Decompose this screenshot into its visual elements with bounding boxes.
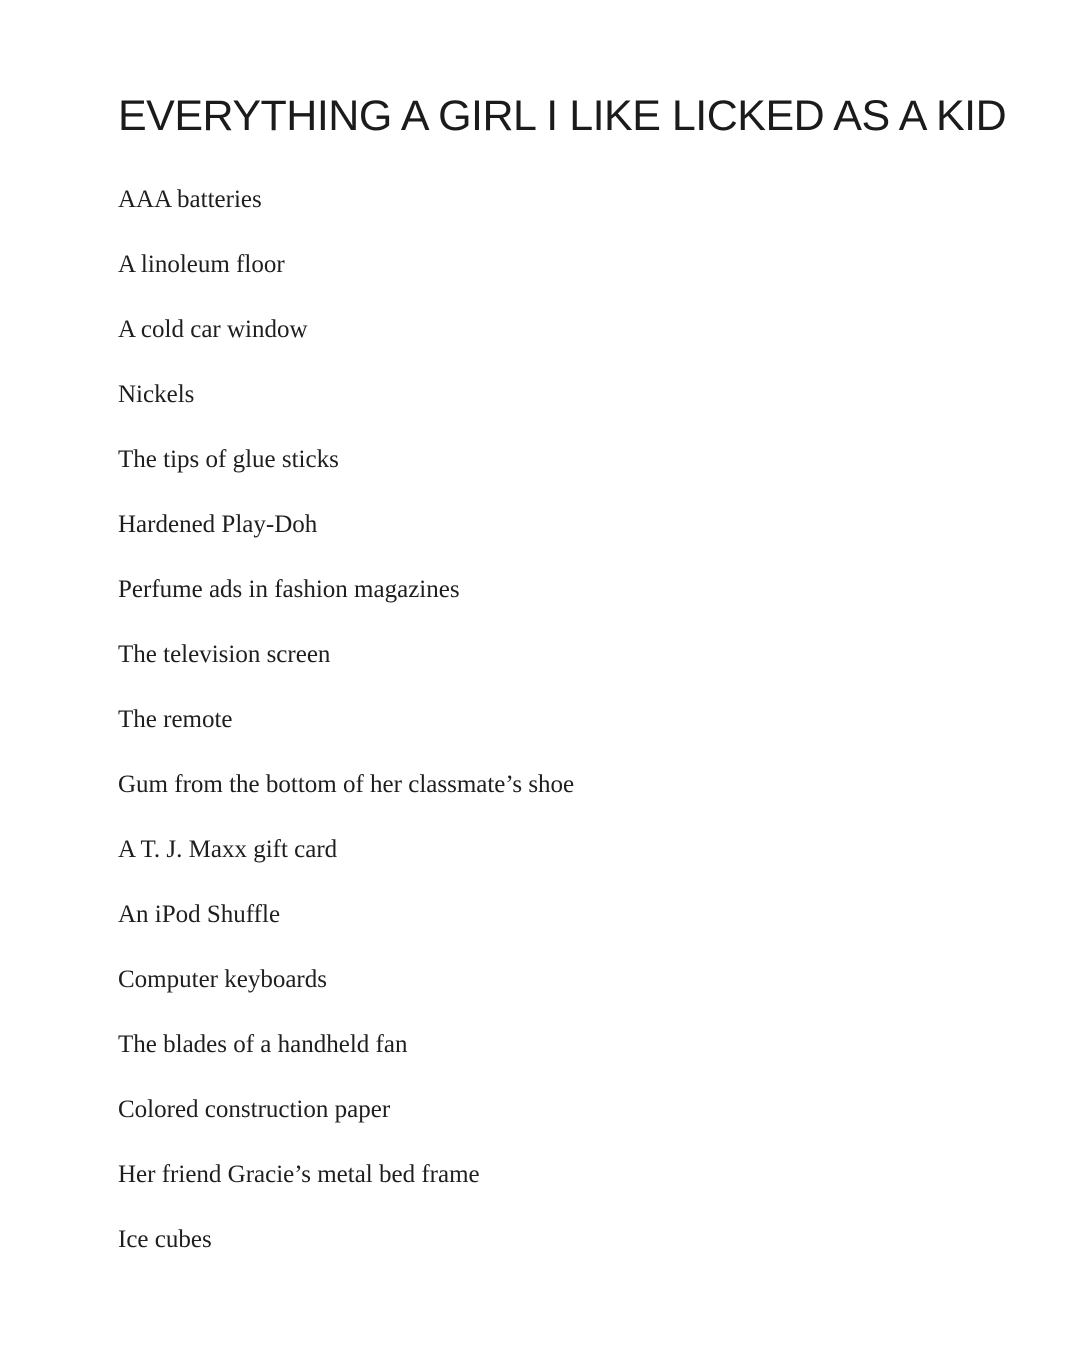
list-item: A linoleum floor bbox=[118, 251, 285, 278]
list-item: The blades of a handheld fan bbox=[118, 1031, 408, 1058]
list-item: Hardened Play-Doh bbox=[118, 511, 318, 538]
list-item: Nickels bbox=[118, 381, 195, 408]
list-item: Gum from the bottom of her classmate’s shoe bbox=[118, 771, 575, 798]
list-item: A T. J. Maxx gift card bbox=[118, 836, 338, 863]
list-item: The remote bbox=[118, 706, 233, 733]
item-list bbox=[118, 180, 574, 1285]
document-title: EVERYTHING A GIRL I LIKE LICKED AS A KID bbox=[118, 92, 1007, 140]
list-item: Ice cubes bbox=[118, 1226, 212, 1253]
list-item: AAA batteries bbox=[118, 186, 262, 213]
list-item: Colored construction paper bbox=[118, 1096, 391, 1123]
list-item: Perfume ads in fashion magazines bbox=[118, 576, 460, 603]
list-item: The tips of glue sticks bbox=[118, 446, 339, 473]
list-item: Her friend Gracie’s metal bed frame bbox=[118, 1161, 480, 1188]
list-item: The television screen bbox=[118, 641, 331, 668]
list-item: An iPod Shuffle bbox=[118, 901, 281, 928]
list-item: A cold car window bbox=[118, 316, 308, 343]
list-item: Computer keyboards bbox=[118, 966, 327, 993]
